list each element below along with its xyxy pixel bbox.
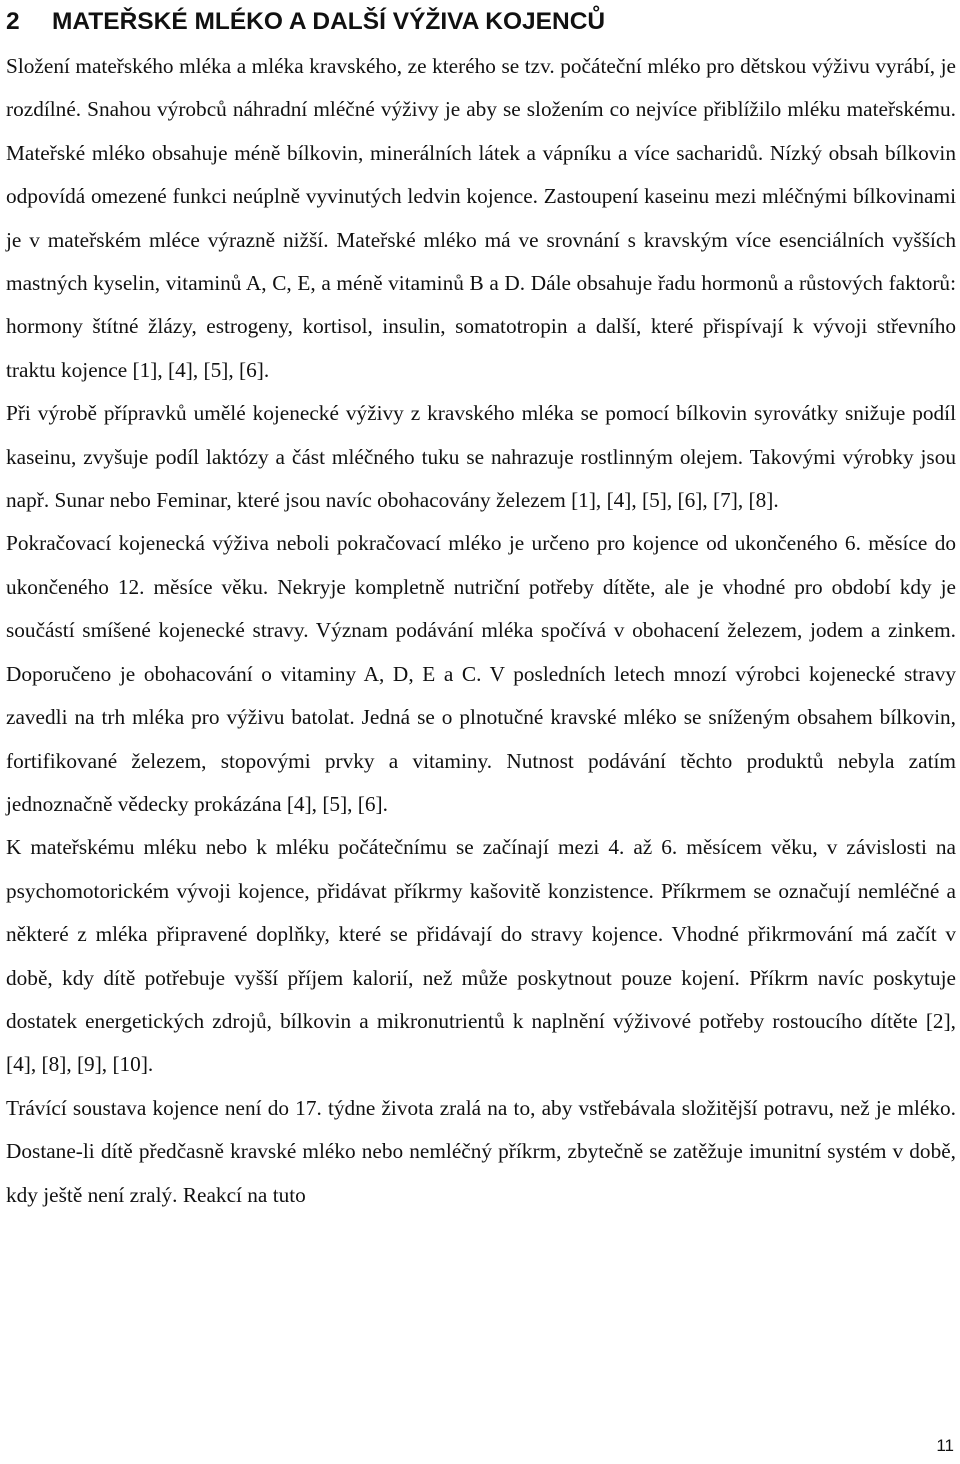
section-number: 2 [6,8,20,35]
paragraph-digestive-system: Trávící soustava kojence není do 17. týdne života zralá na to, aby vstřebávala složitější potravu, než je mléko. Dostane-li dítě předčasně kravské mléko nebo nemléčný příkrm, zbytečně se zatěžuje imunitní systém v době, kdy ještě není zralý. Reakcí na tuto [6,1095,956,1207]
paragraph-formula-production: Při výrobě přípravků umělé kojenecké výživy z kravského mléka se pomocí bílkovin syrovátky snižuje podíl kaseinu, zvyšuje podíl laktózy a část mléčného tuku se nahrazuje rostlinným olejem. Takovými výrobky jsou např. Sunar nebo Feminar, které jsou navíc obohacovány železem [1], [4], [5], [6], [7], [8]. [6,401,956,513]
paragraph-composition: Složení mateřského mléka a mléka kravského, ze kterého se tzv. počáteční mléko pro dětskou výživu vyrábí, je rozdílné. Snahou výrobců náhradní mléčné výživy je aby se složením co nejvíce přiblížilo mléku mateřskému. Mateřské mléko obsahuje méně bílkovin, minerálních látek a vápníku a více sacharidů. Nízký obsah bílkovin odpovídá omezené funkci neúplně vyvinutých ledvin kojence. Zastoupení kaseinu mezi mléčnými bílkovinami je v mateřském mléce výrazně nižší. Mateřské mléko má ve srovnání s kravským více esenciálních vyšších mastných kyselin, vitaminů A, C, E, a méně vitaminů B a D. Dále obsahuje řadu hormonů a růstových faktorů: hormony štítné žlázy, estrogeny, kortisol, insulin, somatotropin a další, které přispívají k vývoji střevního traktu kojence [1], [4], [5], [6]. [6,54,956,382]
section-title: MATEŘSKÉ MLÉKO A DALŠÍ VÝŽIVA KOJENCŮ [52,8,606,35]
page-number: 11 [936,1436,954,1455]
section-heading [6,0,956,42]
document-page [6,0,956,1217]
paragraph-follow-on-milk: Pokračovací kojenecká výživa neboli pokračovací mléko je určeno pro kojence od ukončeného 6. měsíce do ukončeného 12. měsíce věku. Nekryje kompletně nutriční potřeby dítěte, ale je vhodné pro období kdy je součástí smíšené kojenecké stravy. Význam podávání mléka spočívá v obohacení železem, jodem a zinkem. Doporučeno je obohacování o vitaminy A, D, E a C. V posledních letech mnozí výrobci kojenecké stravy zavedli na trh mléka pro výživu batolat. Jedná se o plnotučné kravské mléko se sníženým obsahem bílkovin, fortifikované železem, stopovými prvky a vitaminy. Nutnost podávání těchto produktů nebyla zatím jednoznačně vědecky prokázána [4], [5], [6]. [6,531,956,816]
paragraph-complementary-food: K mateřskému mléku nebo k mléku počátečnímu se začínají mezi 4. až 6. měsícem věku, v závislosti na psychomotorickém vývoji kojence, přidávat příkrmy kašovitě konzistence. Příkrmem se označují nemléčné a některé z mléka připravené doplňky, které se přidávají do stravy kojence. Vhodné přikrmování má začít v době, kdy dítě potřebuje vyšší příjem kalorií, než může poskytnout pouze kojení. Příkrm navíc poskytuje dostatek energetických zdrojů, bílkovin a mikronutrientů k naplnění výživové potřeby rostoucího dítěte [2], [4], [8], [9], [10]. [6,835,956,1077]
